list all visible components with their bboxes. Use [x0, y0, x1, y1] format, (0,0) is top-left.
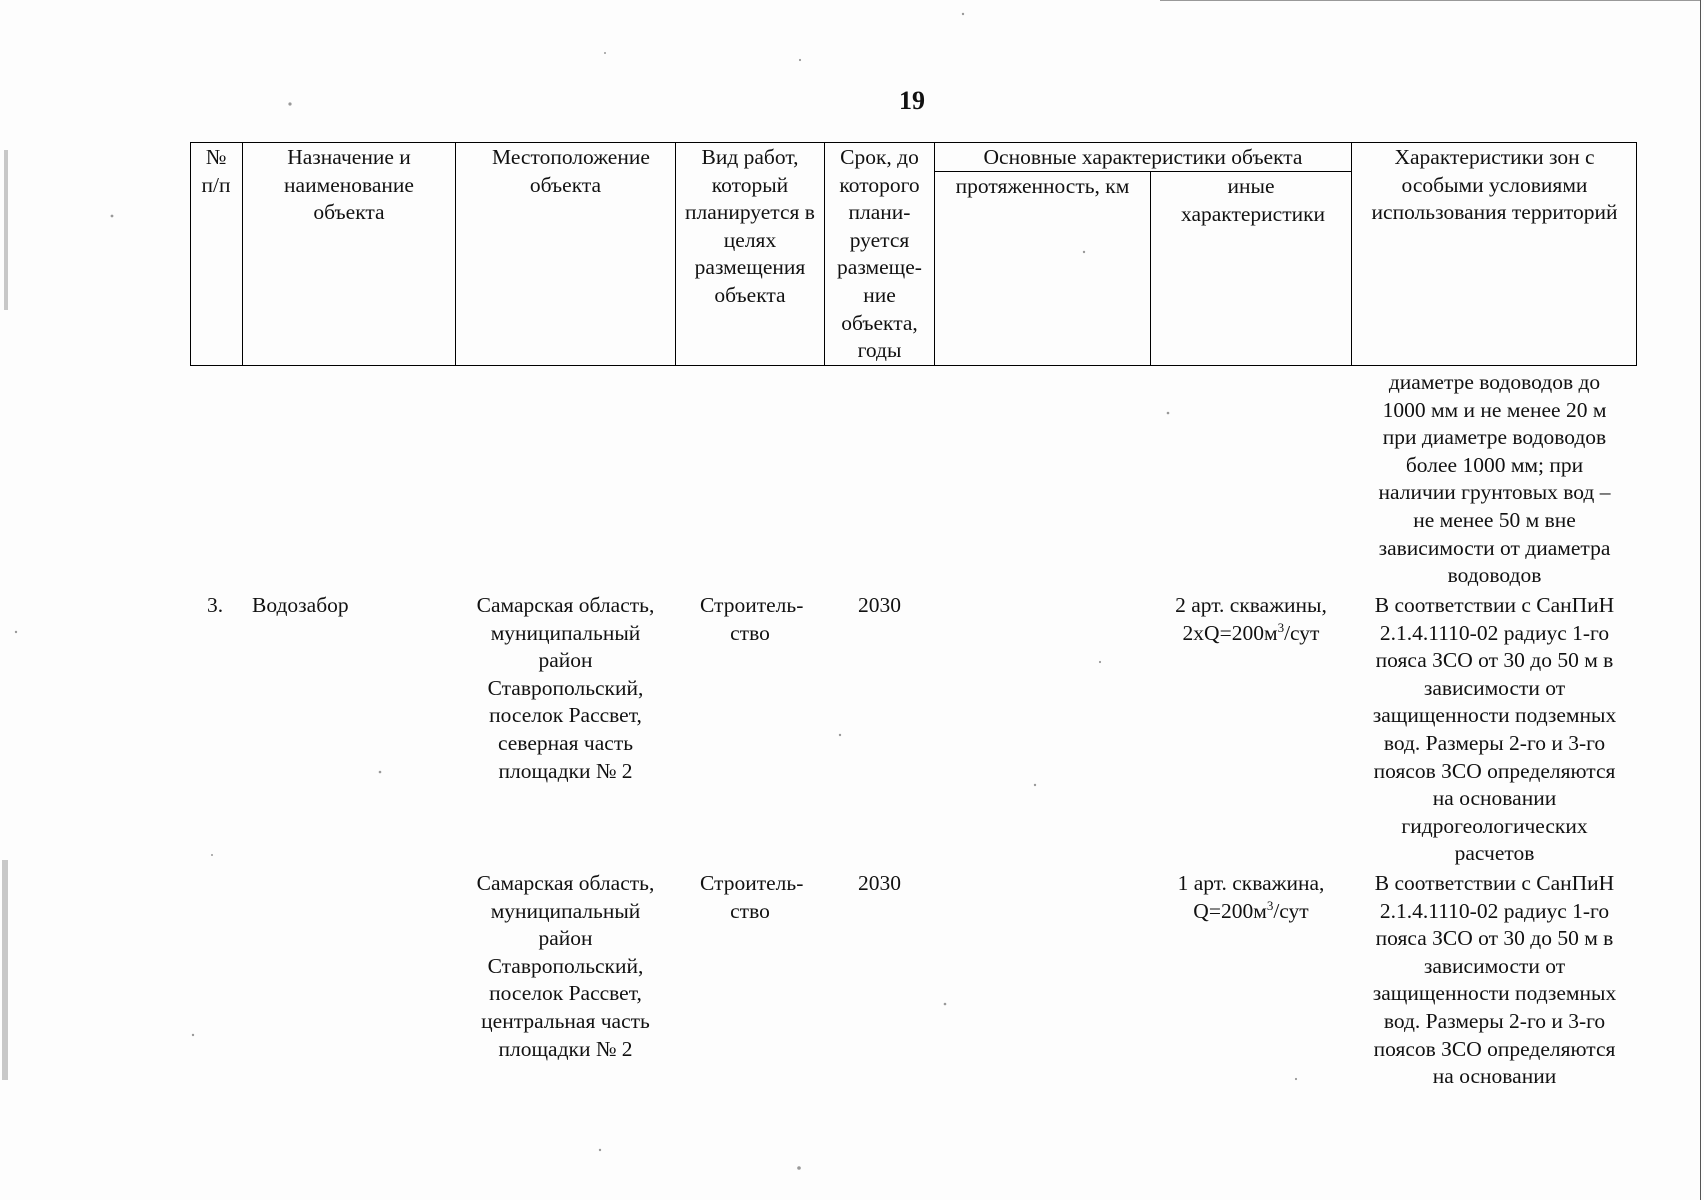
header-main-characteristics: Основные характеристики объекта: [983, 145, 1303, 169]
header-work-type: Вид работ, который планируется в целях размещения объекта: [685, 145, 815, 307]
header-name: Назначение и наименование объекта: [284, 145, 414, 225]
header-location: Местоположение объекта: [492, 145, 650, 197]
object-location: Самарская область, муниципальный район Ставропольский, поселок Рассвет, северная часть площадки № 2: [476, 593, 655, 783]
other-characteristics: 2 арт. скважины, $2хQ=200м^3$/сут: [1175, 593, 1327, 645]
header-zones: Характеристики зон с особыми условиями использования территорий: [1371, 145, 1618, 225]
header-no: № п/п: [201, 145, 231, 197]
zones-continuation: диаметре водоводов до 1000 мм и не менее 20 м при диаметре водоводов более 1000 мм; при наличии грунтовых вод – не менее 50 м вне зависимости от диаметра водоводов: [1378, 370, 1611, 588]
other-characteristics: 1 арт. скважина, $Q=200м^3$/сут: [1177, 871, 1325, 923]
zone-characteristics: В соответствии с СанПиН 2.1.4.1110-02 радиус 1-го пояса ЗСО от 30 до 50 м в зависимости от защищенности подземных вод. Размеры 2-го и 3-го поясов ЗСО определяются на основании гидрогеологических расчетов: [1372, 593, 1617, 866]
object-location: Самарская область, муниципальный район Ставропольский, поселок Рассвет, центральная часть площадки № 2: [476, 871, 655, 1061]
work-type: Строитель-ство: [700, 593, 804, 645]
deadline-year: 2030: [858, 871, 901, 895]
zone-characteristics: В соответствии с СанПиН 2.1.4.1110-02 радиус 1-го пояса ЗСО от 30 до 50 м в зависимости от защищенности подземных вод. Размеры 2-го и 3-го поясов ЗСО определяются на основании: [1372, 871, 1617, 1089]
deadline-year: 2030: [858, 593, 901, 617]
row-number: 3.: [207, 593, 224, 617]
header-other-characteristics: иные характеристики: [1181, 174, 1326, 226]
object-name: Водозабор: [252, 593, 349, 617]
header-length: протяженность, км: [955, 174, 1130, 198]
work-type: Строитель-ство: [700, 871, 804, 923]
page-number: 19: [899, 86, 925, 115]
header-deadline: Срок, до которого плани-руется размеще-ние объекта, годы: [837, 145, 922, 363]
